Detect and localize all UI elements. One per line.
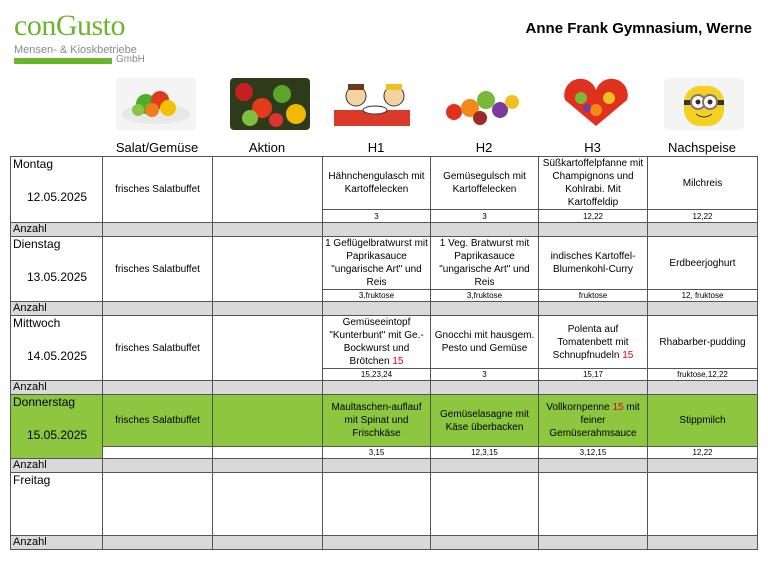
aktion-cell <box>213 237 323 302</box>
day-cell <box>11 237 103 302</box>
h3-dish <box>539 316 648 369</box>
anzahl-input[interactable] <box>213 302 323 316</box>
anzahl-input[interactable] <box>323 536 431 550</box>
anzahl-input[interactable] <box>323 223 431 237</box>
h2-dish: 1 Veg. Bratwurst mit Paprikasauce "ungarische Art" und Reis <box>431 237 539 290</box>
h2-dish: Gemüsegulsch mit Kartoffelecken <box>431 157 539 210</box>
h1-codes: 15,23,24 <box>323 369 431 381</box>
salat-empty <box>103 447 213 459</box>
anzahl-input[interactable] <box>213 536 323 550</box>
anzahl-input[interactable] <box>103 459 213 473</box>
dessert-dish: Milchreis <box>648 157 758 210</box>
codes-row <box>11 447 758 459</box>
h2-codes: 3,fruktose <box>431 290 539 302</box>
anzahl-input[interactable] <box>103 536 213 550</box>
anzahl-input[interactable] <box>103 302 213 316</box>
dessert-dish: Stippmilch <box>648 395 758 447</box>
anzahl-input[interactable] <box>431 302 539 316</box>
day-cell <box>11 157 103 223</box>
col-h3: H3 <box>584 140 601 155</box>
anzahl-row <box>11 302 758 316</box>
anzahl-input[interactable] <box>648 223 758 237</box>
h2-codes: 3 <box>431 210 539 223</box>
day-name: Donnerstag <box>13 395 76 409</box>
h1-dish: 1 Geflügelbratwurst mit Paprikasauce "ungarische Art" und Reis <box>323 237 431 290</box>
aktion-empty <box>213 447 323 459</box>
h1-dish: Hähnchengulasch mit Kartoffelecken <box>323 157 431 210</box>
allergen-highlight: 15 <box>612 402 624 413</box>
day-name: Freitag <box>13 473 51 487</box>
anzahl-input[interactable] <box>648 302 758 316</box>
day-date: 15.05.2025 <box>27 428 88 442</box>
day-row-mittwoch <box>11 316 758 369</box>
h2-codes: 3 <box>431 369 539 381</box>
h1-dish <box>323 473 431 536</box>
anzahl-input[interactable] <box>539 459 648 473</box>
h3-dish: indisches Kartoffel-Blumenkohl-Curry <box>539 237 648 290</box>
anzahl-input[interactable] <box>648 459 758 473</box>
col-aktion: Aktion <box>248 140 286 155</box>
anzahl-input[interactable] <box>323 381 431 395</box>
dessert-dish <box>648 473 758 536</box>
anzahl-label: Anzahl <box>11 381 103 395</box>
school-title: Anne Frank Gymnasium, Werne <box>525 20 752 37</box>
h3-codes: 15,17 <box>539 369 648 381</box>
anzahl-label: Anzahl <box>11 459 103 473</box>
salat-cell: frisches Salatbuffet <box>103 157 213 223</box>
salat-cell <box>103 473 213 536</box>
anzahl-label: Anzahl <box>11 223 103 237</box>
anzahl-input[interactable] <box>103 381 213 395</box>
h3-dish: Süßkartoffelpfanne mit Champignons und Kohlrabi. Mit Kartoffeldip <box>539 157 648 210</box>
h1-codes: 3 <box>323 210 431 223</box>
h2-codes: 12,3,15 <box>431 447 539 459</box>
dessert-codes: 12, fruktose <box>648 290 758 302</box>
h3-dish <box>539 395 648 447</box>
day-date: 13.05.2025 <box>27 270 88 284</box>
h1-codes: 3,15 <box>323 447 431 459</box>
anzahl-input[interactable] <box>323 459 431 473</box>
aktion-cell <box>213 395 323 447</box>
anzahl-input[interactable] <box>539 302 648 316</box>
logo-bar <box>14 58 112 64</box>
anzahl-input[interactable] <box>213 459 323 473</box>
day-date: 14.05.2025 <box>27 349 88 363</box>
anzahl-input[interactable] <box>431 459 539 473</box>
col-h2: H2 <box>475 140 493 155</box>
dessert-codes: fruktose,12,22 <box>648 369 758 381</box>
anzahl-input[interactable] <box>431 381 539 395</box>
h1-codes: 3,fruktose <box>323 290 431 302</box>
anzahl-row <box>11 536 758 550</box>
logo-name: conGusto <box>14 9 125 42</box>
anzahl-row <box>11 381 758 395</box>
h1-text: Gemüseeintopf "Kunterbunt" mit Ge.-Bockwurst und Brötchen <box>329 317 424 367</box>
h3-text: Polenta auf Tomatenbett mit Schnupfnudeln <box>552 323 629 361</box>
day-cell <box>11 316 103 381</box>
salad-bowl-image <box>116 78 196 130</box>
day-cell <box>11 395 103 459</box>
day-name: Montag <box>13 157 54 171</box>
anzahl-input[interactable] <box>539 536 648 550</box>
anzahl-input[interactable] <box>213 223 323 237</box>
col-nachspeise: Nachspeise <box>668 140 736 155</box>
day-name: Mittwoch <box>13 316 61 330</box>
salat-cell: frisches Salatbuffet <box>103 316 213 381</box>
h3-text-pre: Vollkornpenne <box>546 402 610 413</box>
salat-cell: frisches Salatbuffet <box>103 237 213 302</box>
h1-dish: Maultaschen-auflauf mit Spinat und Frischkäse <box>323 395 431 447</box>
anzahl-input[interactable] <box>648 536 758 550</box>
day-cell <box>11 473 103 536</box>
allergen-highlight: 15 <box>622 349 634 361</box>
anzahl-input[interactable] <box>323 302 431 316</box>
col-salat: Salat/Gemüse <box>115 140 199 155</box>
h3-codes: 12,22 <box>539 210 648 223</box>
congusto-logo <box>14 9 145 65</box>
day-row-donnerstag <box>11 395 758 447</box>
vegetable-characters-image <box>440 78 520 130</box>
menu-table <box>10 156 758 550</box>
h3-dish <box>539 473 648 536</box>
anzahl-row <box>11 459 758 473</box>
day-date: 12.05.2025 <box>27 190 88 204</box>
anzahl-input[interactable] <box>539 223 648 237</box>
h3-codes: fruktose <box>539 290 648 302</box>
col-h1: H1 <box>367 140 385 155</box>
logo-subtitle: Mensen- & Kioskbetriebe <box>14 44 137 56</box>
anzahl-row <box>11 223 758 237</box>
anzahl-input[interactable] <box>431 223 539 237</box>
aktion-cell <box>213 473 323 536</box>
h2-dish: Gemüselasagne mit Käse überbacken <box>431 395 539 447</box>
anzahl-input[interactable] <box>431 536 539 550</box>
minion-cake-image <box>664 78 744 130</box>
anzahl-label: Anzahl <box>11 536 103 550</box>
allergen-highlight: 15 <box>392 356 404 367</box>
day-row-freitag <box>11 473 758 536</box>
h2-dish <box>431 473 539 536</box>
anzahl-input[interactable] <box>539 381 648 395</box>
day-name: Dienstag <box>13 237 61 251</box>
anzahl-input[interactable] <box>648 381 758 395</box>
aktion-cell <box>213 157 323 223</box>
dessert-dish: Erdbeerjoghurt <box>648 237 758 290</box>
dessert-codes: 12,22 <box>648 210 758 223</box>
aktion-cell <box>213 316 323 381</box>
h3-text-post: mit feiner Gemüserahmsauce <box>549 402 640 439</box>
anzahl-input[interactable] <box>103 223 213 237</box>
day-row-montag <box>11 157 758 210</box>
anzahl-label: Anzahl <box>11 302 103 316</box>
day-row-dienstag <box>11 237 758 290</box>
dessert-dish: Rhabarber-pudding <box>648 316 758 369</box>
vegetable-skewers-image <box>230 78 310 130</box>
h2-dish: Gnocchi mit hausgem. Pesto und Gemüse <box>431 316 539 369</box>
h1-dish <box>323 316 431 369</box>
h3-codes: 3,12,15 <box>539 447 648 459</box>
dessert-codes: 12,22 <box>648 447 758 459</box>
anzahl-input[interactable] <box>213 381 323 395</box>
logo-gmbh: GmbH <box>116 54 145 65</box>
kids-eating-cartoon-image <box>330 78 410 130</box>
fruit-vegetable-heart-image <box>555 78 635 130</box>
salat-cell: frisches Salatbuffet <box>103 395 213 447</box>
